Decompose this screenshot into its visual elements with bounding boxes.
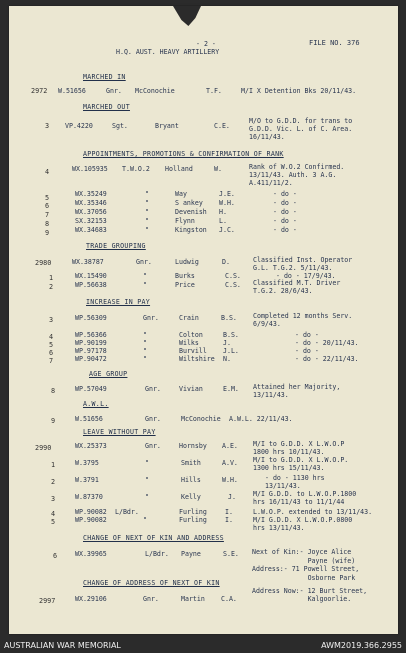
rank: " [145, 493, 149, 501]
initials: W.H. [222, 476, 238, 484]
file-number: FILE NO. 376 [309, 39, 360, 47]
surname: Payne [181, 550, 201, 558]
remark: Next of Kin:- Joyce Alice Payne (wife) Address:- 71 Powell Street, Osborne Park [252, 548, 360, 582]
footer-source: AUSTRALIAN WAR MEMORIAL [4, 641, 121, 650]
service-number: WP.90082 [75, 516, 107, 524]
surname: Price [175, 281, 195, 289]
ref-number: 5 [45, 194, 50, 202]
initials: I. [225, 508, 233, 516]
remark: - do - [273, 199, 297, 207]
rank: " [143, 339, 147, 347]
initials: S.E. [223, 550, 239, 558]
service-number: WP.90472 [75, 355, 107, 363]
rank: " [145, 476, 149, 484]
service-number: WP.90199 [75, 339, 107, 347]
ref-number: 6 [53, 552, 58, 560]
ref-number: 8 [45, 220, 50, 228]
remark: - do - [295, 331, 319, 339]
rank: " [145, 199, 149, 207]
service-number: WP.56366 [75, 331, 107, 339]
ref-number: 6 [45, 202, 50, 210]
rank: " [145, 190, 149, 198]
rank: Gnr. [143, 595, 159, 603]
surname: Colton [179, 331, 203, 339]
surname: McConochie [135, 87, 175, 95]
rank: " [145, 217, 149, 225]
service-number: WP.56638 [75, 281, 107, 289]
initials: J.E. [219, 190, 235, 198]
surname: Wiltshire [179, 355, 215, 363]
remark: - do - [273, 217, 297, 225]
rank: " [145, 226, 149, 234]
surname: Burks [175, 272, 195, 280]
initials: J. [228, 493, 236, 501]
rank: " [143, 516, 147, 524]
service-number: WX.37056 [75, 208, 107, 216]
service-number: WX.38787 [72, 258, 104, 266]
rank: Gnr. [143, 314, 159, 322]
remark: A.W.L. 22/11/43. [229, 415, 293, 423]
ref-number: 3 [49, 316, 54, 324]
section-heading: CHANGE OF NEXT OF KIN AND ADDRESS [83, 534, 224, 542]
surname: Vivian [179, 385, 203, 393]
service-number: W.3791 [75, 476, 99, 484]
rank: L/Bdr. [145, 550, 169, 558]
ref-number: 4 [51, 510, 56, 518]
initials: B.S. [221, 314, 237, 322]
initials: J.C. [219, 226, 235, 234]
service-number: W.3795 [75, 459, 99, 467]
remark: M/O to G.D.D. for trans to G.D.D. Vic. L. of C. Area. 16/11/43. [249, 117, 353, 141]
surname: McConochie [181, 415, 221, 423]
service-number: WP.90082 [75, 508, 107, 516]
service-number: W.87370 [75, 493, 103, 501]
remark: Classified Inst. Operator G.L. T.G.2. 5/11/43. [253, 256, 353, 272]
ref-number: 3 [45, 122, 50, 130]
remark: - do - [295, 347, 319, 355]
remark: - do - [273, 208, 297, 216]
initials: W.H. [219, 199, 235, 207]
service-number: WX.35249 [75, 190, 107, 198]
remark: Classified M.T. Driver T.G.2. 28/6/43. [253, 279, 341, 295]
ref-number: 2 [49, 283, 54, 291]
rank: L/Bdr. [115, 508, 139, 516]
surname: Hornsby [179, 442, 207, 450]
initials: A.V. [222, 459, 238, 467]
surname: Flynn [175, 217, 195, 225]
ref-number: 7 [49, 357, 54, 365]
rank: " [143, 281, 147, 289]
ref-number: 5 [49, 341, 54, 349]
initials: C.S. [225, 272, 241, 280]
section-heading: AGE GROUP [89, 370, 128, 378]
torn-corner [173, 6, 201, 26]
ref-number: 4 [45, 168, 50, 176]
surname: Kingston [175, 226, 207, 234]
surname: Wilks [179, 339, 199, 347]
service-number: W.51656 [75, 415, 103, 423]
remark: Completed 12 months Serv. 6/9/43. [253, 312, 353, 328]
remark: - do - 1130 hrs 13/11/43. [265, 474, 325, 490]
remark: Rank of W.O.2 Confirmed. 13/11/43. Auth. 3 A.G. A.411/11/2. [249, 163, 345, 187]
ref-number: 3 [51, 495, 56, 503]
surname: Hills [181, 476, 201, 484]
ref-number: 7 [45, 211, 50, 219]
rank: " [145, 459, 149, 467]
service-number: WX.35346 [75, 199, 107, 207]
section-heading: LEAVE WITHOUT PAY [83, 428, 156, 436]
remark: M/I G.D.D. X L.W.O.P.0800 hrs 13/11/43. [253, 516, 353, 532]
remark: M/I X Detention Bks 20/11/43. [241, 87, 357, 95]
remark: M/I to G.D.D. X L.W.O.P 1800 hrs 10/11/43. [253, 440, 345, 456]
rank: Gnr. [106, 87, 122, 95]
surname: Crain [179, 314, 199, 322]
remark: - do - [273, 226, 297, 234]
rank: " [145, 208, 149, 216]
service-number: WX.39965 [75, 550, 107, 558]
surname: Furling [179, 516, 207, 524]
initials: T.F. [206, 87, 222, 95]
initials: E.M. [223, 385, 239, 393]
initials: N. [223, 355, 231, 363]
initials: C.E. [214, 122, 230, 130]
remark: - do - 22/11/43. [295, 355, 359, 363]
remark: L.W.O.P. extended to 13/11/43. [253, 508, 373, 516]
initials: W. [214, 165, 222, 173]
ref-number: 9 [51, 417, 56, 425]
section-heading: A.W.L. [83, 400, 109, 408]
surname: Burvill [179, 347, 207, 355]
surname: Furling [179, 508, 207, 516]
surname: Way [175, 190, 187, 198]
service-number: WX.25373 [75, 442, 107, 450]
document-page [9, 6, 398, 634]
initials: D. [222, 258, 230, 266]
ref-number: 2997 [39, 597, 56, 605]
service-number: WX.15490 [75, 272, 107, 280]
remark: - do - [273, 190, 297, 198]
rank: " [143, 272, 147, 280]
ref-number: 4 [49, 333, 54, 341]
initials: H. [219, 208, 227, 216]
ref-number: 2980 [35, 259, 52, 267]
rank: T.W.O.2 [122, 165, 150, 173]
service-number: SX.32153 [75, 217, 107, 225]
surname: Devenish [175, 208, 207, 216]
service-number: WP.56309 [75, 314, 107, 322]
surname: S ankey [175, 199, 203, 207]
ref-number: 5 [51, 518, 56, 526]
service-number: WP.97178 [75, 347, 107, 355]
ref-number: 2972 [31, 87, 48, 95]
surname: Ludwig [175, 258, 199, 266]
footer-accession: AWM2019.366.2955 [321, 641, 402, 650]
initials: I. [225, 516, 233, 524]
surname: Bryant [155, 122, 179, 130]
section-heading: CHANGE OF ADDRESS OF NEXT OF KIN [83, 579, 220, 587]
service-number: VP.4220 [65, 122, 93, 130]
ref-number: 2990 [35, 444, 52, 452]
rank: Gnr. [136, 258, 152, 266]
rank: " [143, 331, 147, 339]
surname: Martin [181, 595, 205, 603]
initials: J. [223, 339, 231, 347]
initials: C.A. [221, 595, 237, 603]
surname: Smith [181, 459, 201, 467]
initials: A.E. [222, 442, 238, 450]
section-heading: INCREASE IN PAY [86, 298, 151, 306]
remark: Address Now:- 12 Burt Street, Kalgoorlie. [252, 587, 368, 603]
ref-number: 6 [49, 349, 54, 357]
surname: Kelly [181, 493, 201, 501]
service-number: WX.34683 [75, 226, 107, 234]
remark: M/I to G.D.D. X L.W.O.P. 1300 hrs 15/11/43. [253, 456, 349, 472]
remark: - do - 20/11/43. [295, 339, 359, 347]
page-number: - 2 - [196, 40, 216, 48]
ref-number: 9 [45, 229, 50, 237]
rank: Gnr. [145, 385, 161, 393]
section-heading: MARCHED OUT [83, 103, 130, 111]
section-heading: TRADE GROUPING [86, 242, 146, 250]
ref-number: 8 [51, 387, 56, 395]
footer-bar [0, 638, 406, 653]
service-number: WX.29106 [75, 595, 107, 603]
ref-number: 1 [49, 274, 54, 282]
initials: C.S. [225, 281, 241, 289]
ref-number: 1 [51, 461, 56, 469]
service-number: WX.105935 [72, 165, 108, 173]
remark: Attained her Majority, 13/11/43. [253, 383, 341, 399]
section-heading: MARCHED IN [83, 73, 126, 81]
service-number: WP.57049 [75, 385, 107, 393]
surname: Holland [165, 165, 193, 173]
initials: L. [219, 217, 227, 225]
rank: Sgt. [112, 122, 128, 130]
rank: " [143, 347, 147, 355]
remark: M/I G.D.D. to L.W.O.P.1800 hrs 16/11/43 to 11/1/44 [253, 490, 357, 506]
unit-title: H.Q. AUST. HEAVY ARTILLERY [116, 48, 220, 56]
initials: B.S. [223, 331, 239, 339]
section-heading: APPOINTMENTS, PROMOTIONS & CONFIRMATION OF RANK [83, 150, 284, 158]
rank: Gnr. [145, 442, 161, 450]
rank: " [143, 355, 147, 363]
service-number: W.51656 [58, 87, 86, 95]
rank: Gnr. [145, 415, 161, 423]
initials: J.L. [223, 347, 239, 355]
ref-number: 2 [51, 478, 56, 486]
remark: - do - 17/9/43. [276, 272, 336, 280]
